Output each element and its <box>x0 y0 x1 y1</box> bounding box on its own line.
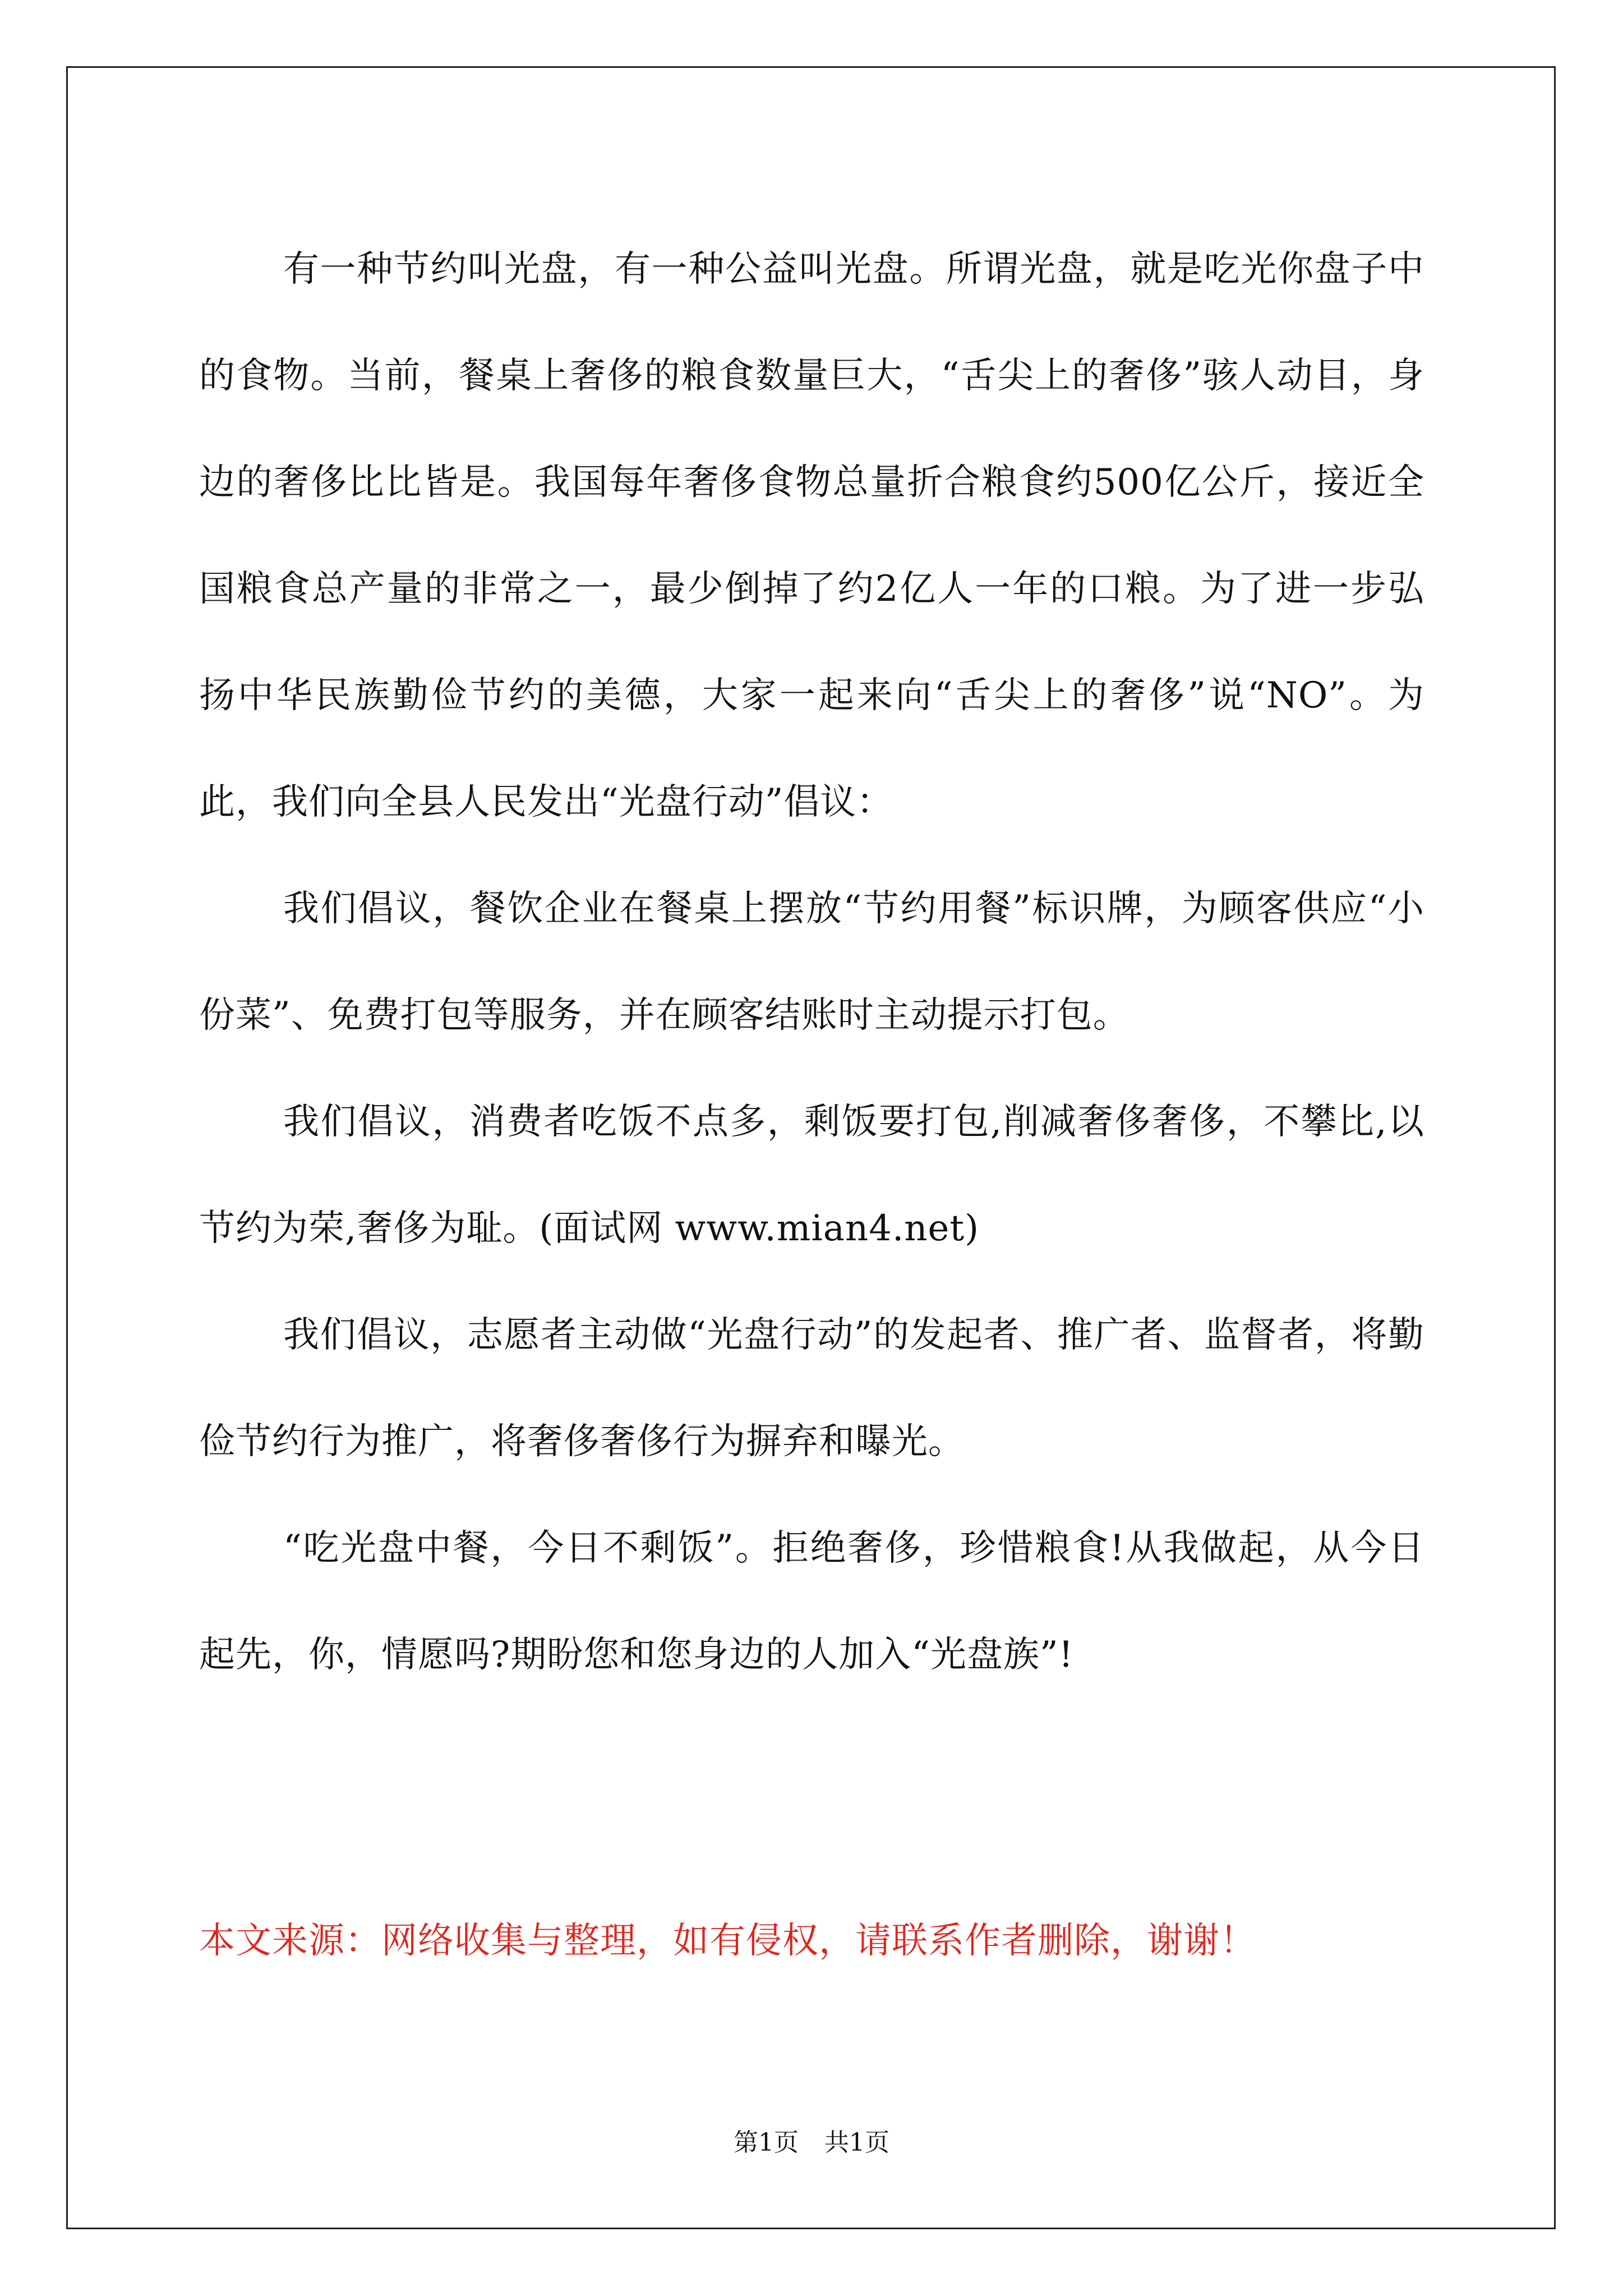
paragraph-volunteers: 我们倡议，志愿者主动做“光盘行动”的发起者、推广者、监督者，将勤俭节约行为推广，将奢侈奢侈行为摒弃和曝光。 <box>199 1314 1424 1462</box>
page-number-total: 共1页 <box>824 2128 889 2157</box>
paragraph-consumers: 我们倡议，消费者吃饭不点多，剩饭要打包,削减奢侈奢侈，不攀比,以节约为荣,奢侈为耻。(面试网 www.mian4.net) <box>199 1101 1424 1249</box>
page-footer <box>0 2126 1623 2160</box>
paragraph-slogan: “吃光盘中餐，今日不剩饭”。拒绝奢侈，珍惜粮食!从我做起，从今日起先，你，情愿吗?期盼您和您身边的人加入“光盘族”! <box>199 1527 1424 1676</box>
document-body <box>199 216 1424 1708</box>
paragraph-intro: 有一种节约叫光盘，有一种公益叫光盘。所谓光盘，就是吃光你盘子中的食物。当前，餐桌上奢侈的粮食数量巨大，“舌尖上的奢侈”骇人动目，身边的奢侈比比皆是。我国每年奢侈食物总量折合粮食约500亿公斤，接近全国粮食总产量的非常之一，最少倒掉了约2亿人一年的口粮。为了进一步弘扬中华民族勤俭节约的美德，大家一起来向“舌尖上的奢侈”说“NO”。为此，我们向全县人民发出“光盘行动”倡议： <box>199 249 1424 823</box>
source-note: 本文来源：网络收集与整理，如有侵权，请联系作者删除，谢谢！ <box>199 1920 1256 1962</box>
page-number-current: 第1页 <box>734 2128 799 2157</box>
paragraph-restaurants: 我们倡议，餐饮企业在餐桌上摆放“节约用餐”标识牌，为顾客供应“小份菜”、免费打包等服务，并在顾客结账时主动提示打包。 <box>199 888 1424 1036</box>
